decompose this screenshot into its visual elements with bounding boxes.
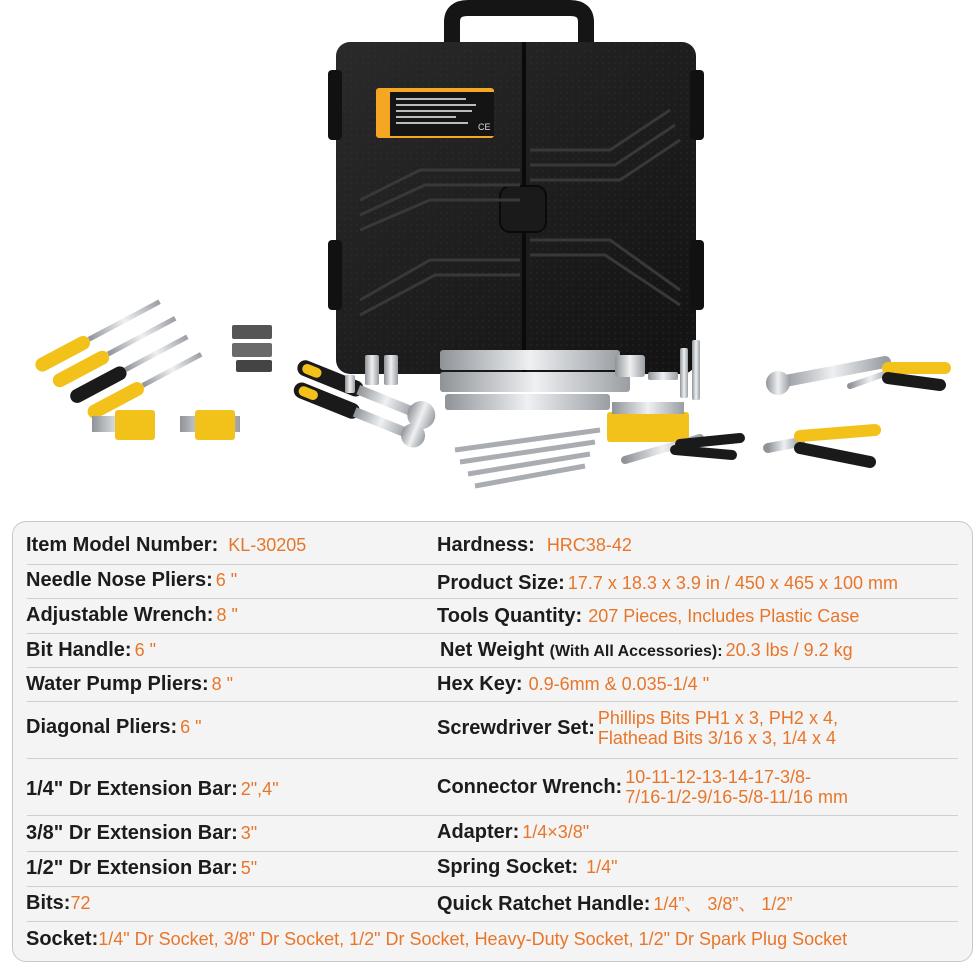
hex-key-set-right xyxy=(180,410,240,440)
spec-value: 8 " xyxy=(216,605,238,626)
spec-label: Diagonal Pliers: xyxy=(26,716,178,738)
spec-bits xyxy=(26,892,90,915)
case-label-sticker xyxy=(376,88,494,138)
spec-label-sub: (With All Accessories): xyxy=(549,643,723,660)
spec-tools-quantity xyxy=(437,605,859,628)
spec-value-line: Flathead Bits 3/16 x 3, 1/4 x 4 xyxy=(597,728,836,749)
spec-table xyxy=(12,521,973,962)
spec-value: 5" xyxy=(240,858,258,879)
spec-socket xyxy=(26,928,847,951)
spec-label: Tools Quantity: xyxy=(437,605,583,627)
spec-label: Screwdriver Set: xyxy=(437,716,595,739)
spec-label: Hardness: xyxy=(437,534,535,556)
row-divider xyxy=(27,564,958,565)
spec-value: 0.9-6mm & 0.035-1/4 " xyxy=(528,674,710,695)
row-divider xyxy=(27,758,958,759)
spec-three-eighths-extension-bar xyxy=(26,822,257,845)
spec-value: 1/4”、 3/8”、 1/2” xyxy=(653,894,793,915)
spec-label: Spring Socket: xyxy=(437,856,579,878)
spec-label: Socket: xyxy=(26,928,99,950)
spec-value: HRC38-42 xyxy=(546,535,632,556)
row-divider xyxy=(27,815,958,816)
spec-hex-key xyxy=(437,673,709,696)
bit-tray xyxy=(607,402,689,442)
spec-label: Adjustable Wrench: xyxy=(26,604,214,626)
spec-adapter xyxy=(437,821,589,844)
spec-needle-nose-pliers xyxy=(26,569,237,592)
spec-value: KL-30205 xyxy=(228,535,307,556)
spec-label: Quick Ratchet Handle: xyxy=(437,893,651,915)
spec-value: 2",4" xyxy=(240,779,279,800)
diagonal-pliers xyxy=(768,430,875,462)
bit-adapter-cluster xyxy=(232,325,272,372)
row-divider xyxy=(27,886,958,887)
row-divider xyxy=(27,633,958,634)
spec-label: Bit Handle: xyxy=(26,639,132,661)
spec-label: Needle Nose Pliers: xyxy=(26,569,213,591)
spec-item-model-number xyxy=(26,534,306,557)
spec-quick-ratchet-handle xyxy=(437,893,792,916)
spec-value: 1/4×3/8" xyxy=(522,822,590,843)
spec-label: Hex Key: xyxy=(437,673,523,695)
row-divider xyxy=(27,667,958,668)
spec-label: Bits: xyxy=(26,892,71,914)
spec-adjustable-wrench xyxy=(26,604,238,627)
spec-value-line: 7/16-1/2-9/16-5/8-11/16 mm xyxy=(625,787,848,808)
spec-label-main: Net Weight xyxy=(440,639,545,661)
spec-value xyxy=(622,767,848,807)
row-divider xyxy=(27,921,958,922)
spec-hardness xyxy=(437,534,632,557)
spec-bit-handle xyxy=(26,639,156,662)
spec-value: 207 Pieces, Includes Plastic Case xyxy=(588,606,860,627)
ce-mark: CE xyxy=(478,122,491,132)
spec-label: 1/4" Dr Extension Bar: xyxy=(26,778,238,800)
spec-value: 72 xyxy=(70,893,91,914)
spec-value: 1/4" Dr Socket, 3/8" Dr Socket, 1/2" Dr Socket, Heavy-Duty Socket, 1/2" Dr Spark Plug Socket xyxy=(98,929,848,950)
spec-half-inch-extension-bar xyxy=(26,857,257,880)
spec-value: 20.3 lbs / 9.2 kg xyxy=(725,640,853,661)
spec-label: Item Model Number: xyxy=(26,534,219,556)
tool-case xyxy=(328,8,704,374)
spec-value: 3" xyxy=(240,823,258,844)
spec-connector-wrench xyxy=(437,767,848,807)
row-divider xyxy=(27,701,958,702)
spec-value: 6 " xyxy=(180,717,202,738)
spec-value: 17.7 x 18.3 x 3.9 in / 450 x 465 x 100 mm xyxy=(567,573,898,594)
spec-quarter-inch-extension-bar xyxy=(26,778,279,801)
spec-diagonal-pliers xyxy=(26,716,202,739)
row-divider xyxy=(27,851,958,852)
connector-wrenches xyxy=(455,430,600,486)
spec-spring-socket xyxy=(437,856,618,879)
spec-value xyxy=(595,708,838,748)
spec-value-line: Phillips Bits PH1 x 3, PH2 x 4, xyxy=(597,708,838,728)
spec-label: Product Size: xyxy=(437,572,565,594)
spec-value: 1/4" xyxy=(586,857,618,878)
spec-label xyxy=(440,639,723,662)
spec-label: 1/2" Dr Extension Bar: xyxy=(26,857,238,879)
spec-label: Water Pump Pliers: xyxy=(26,673,209,695)
spec-label: 3/8" Dr Extension Bar: xyxy=(26,822,238,844)
spec-value: 6 " xyxy=(134,640,156,661)
spec-value-line: 10-11-12-13-14-17-3/8- xyxy=(625,767,811,787)
spec-screwdriver-set xyxy=(437,708,838,748)
spec-label: Adapter: xyxy=(437,821,520,843)
row-divider xyxy=(27,598,958,599)
spec-water-pump-pliers xyxy=(26,673,233,696)
spec-value: 6 " xyxy=(215,570,238,591)
spec-net-weight xyxy=(440,639,853,662)
spec-product-size xyxy=(437,572,898,595)
spec-label: Connector Wrench: xyxy=(437,775,623,798)
spec-value: 8 " xyxy=(211,674,234,695)
